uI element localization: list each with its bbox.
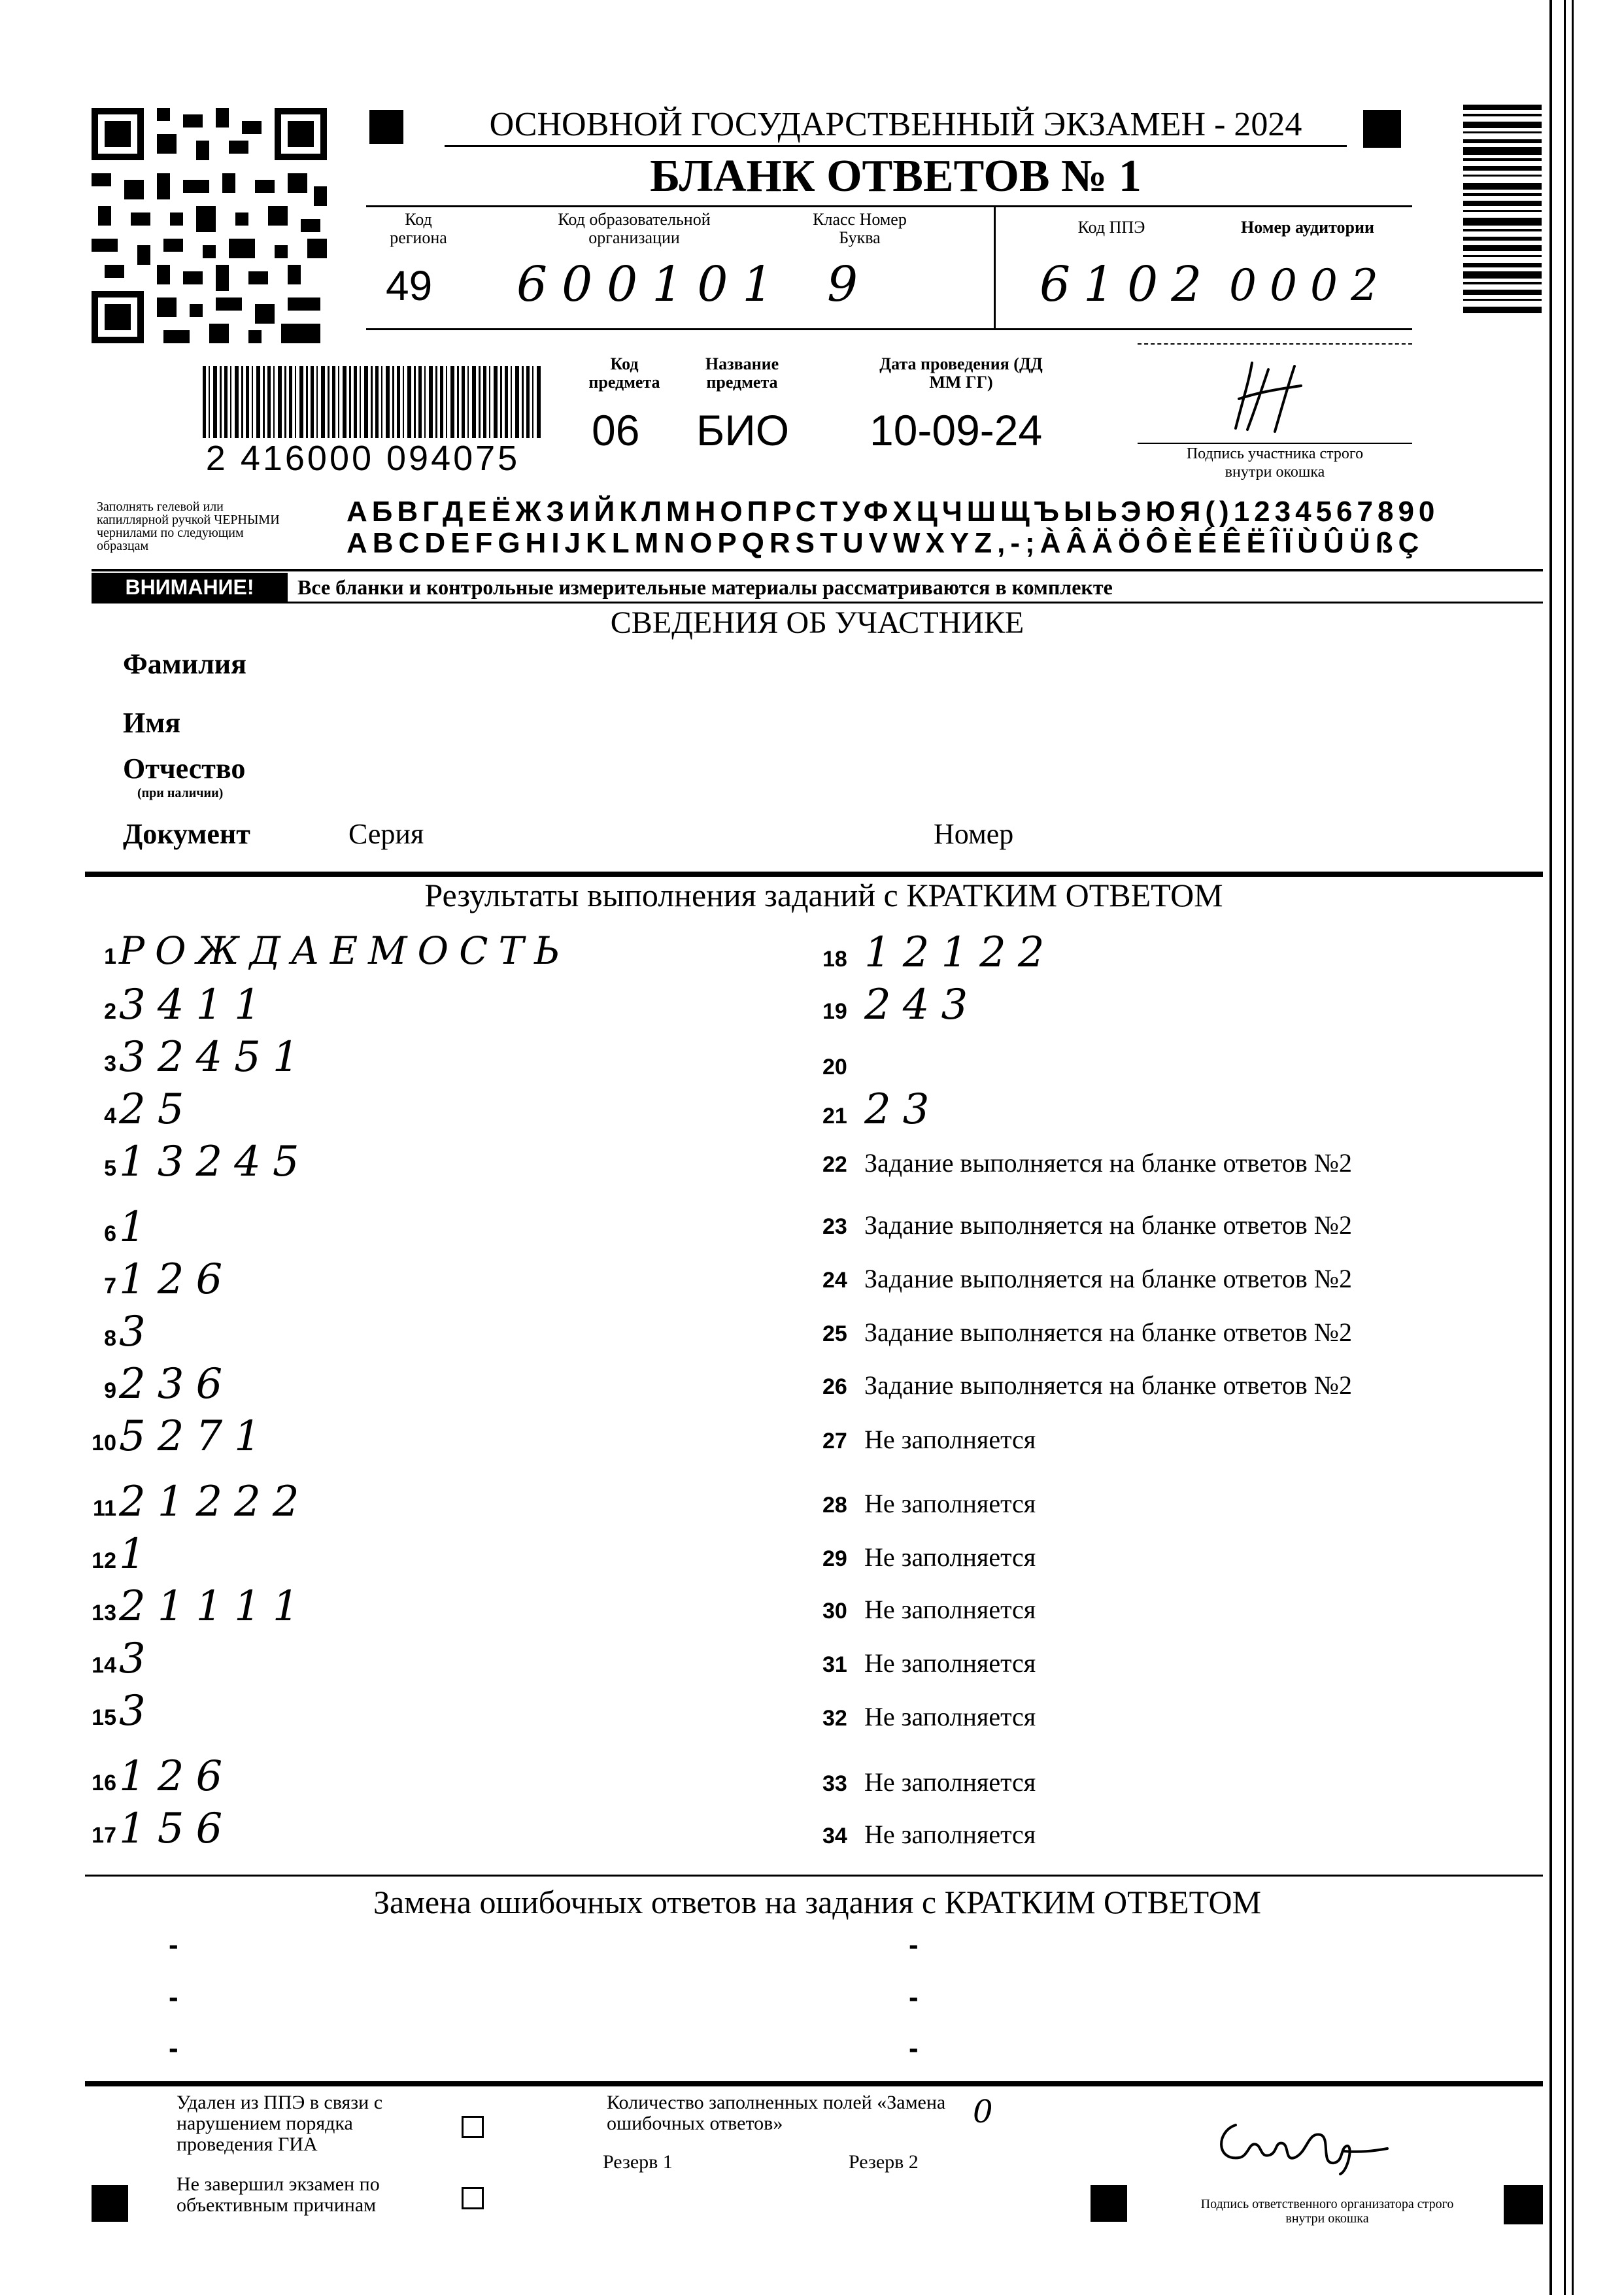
answer-number: 15 [92, 1705, 116, 1730]
answer-number: 12 [92, 1548, 116, 1573]
answer-number: 26 [822, 1374, 847, 1399]
answer-row[interactable] [77, 1138, 311, 1186]
answer-row[interactable] [77, 1033, 311, 1081]
answer-row [822, 1317, 1352, 1348]
answer-number: 20 [822, 1055, 847, 1080]
answer-row [822, 1594, 1036, 1625]
answer-note: Не заполняется [864, 1542, 1036, 1572]
scan-edge-line [1572, 0, 1574, 2295]
attention-text: Все бланки и контрольные измерительные материалы рассматриваются в комплекте [297, 575, 1113, 599]
answer-number: 10 [92, 1431, 116, 1455]
replacement-dash[interactable]: - [169, 1929, 178, 1961]
answer-row[interactable] [822, 1085, 941, 1134]
attention-badge: ВНИМАНИЕ! [92, 573, 288, 602]
answer-value: 126 [119, 1255, 235, 1304]
region-value: 49 [386, 262, 433, 309]
participant-section-title: СВЕДЕНИЯ ОБ УЧАСТНИКЕ [610, 605, 1024, 640]
answer-value: 3 [119, 1635, 158, 1683]
answer-row[interactable] [77, 1203, 158, 1251]
answer-number: 13 [92, 1601, 116, 1625]
answer-row[interactable] [822, 928, 1057, 977]
marker-square [1504, 2185, 1543, 2224]
answer-row[interactable] [77, 1412, 273, 1461]
answer-number: 17 [92, 1823, 116, 1848]
replacement-dash[interactable]: - [169, 2032, 178, 2064]
patronymic-note: (при наличии) [137, 786, 224, 800]
answer-number: 22 [822, 1152, 847, 1177]
responsible-signature [1210, 2105, 1393, 2177]
results-section-title: Результаты выполнения заданий с КРАТКИМ ОТВЕТОМ [424, 877, 1223, 913]
answer-number: 14 [92, 1653, 116, 1678]
replacement-count-label: Количество заполненных полей «Замена ошибочных ответов» [607, 2092, 946, 2134]
answer-note: Не заполняется [864, 1820, 1036, 1849]
answer-note: Задание выполняется на бланке ответов №2 [864, 1210, 1352, 1240]
answer-row[interactable] [77, 1805, 234, 1853]
answer-value: 126 [119, 1752, 235, 1801]
answer-note: Не заполняется [864, 1425, 1036, 1454]
answer-value: 12122 [864, 928, 1057, 977]
answer-number: 23 [822, 1214, 847, 1239]
answer-note: Задание выполняется на бланке ответов №2 [864, 1318, 1352, 1347]
answer-value: 13245 [119, 1138, 311, 1186]
barcode-number: 2 416000 094075 [180, 438, 546, 479]
footer-rule [85, 2081, 1543, 2086]
marker-square [1091, 2185, 1127, 2222]
answer-row[interactable] [77, 1530, 158, 1578]
answer-number: 4 [104, 1104, 116, 1129]
answer-number: 16 [92, 1771, 116, 1795]
room-value: 0002 [1229, 260, 1391, 311]
codes-box-divider [994, 205, 996, 330]
attention-rule-bottom [92, 602, 1543, 604]
answer-row [822, 1370, 1352, 1401]
answer-row[interactable] [77, 1635, 158, 1683]
answer-note: Задание выполняется на бланке ответов №2 [864, 1148, 1352, 1178]
answer-row[interactable] [822, 1036, 862, 1085]
answer-number: 18 [822, 947, 847, 972]
replacement-dash[interactable]: - [909, 1981, 919, 2013]
reserve-2: Резерв 2 [849, 2151, 919, 2173]
answer-number: 7 [104, 1274, 116, 1299]
surname-label: Фамилия [123, 648, 246, 680]
marker-square [369, 110, 403, 144]
answer-value: 1 [119, 1203, 158, 1251]
answer-number: 31 [822, 1652, 847, 1677]
answer-note: Задание выполняется на бланке ответов №2 [864, 1370, 1352, 1400]
number-label: Номер [934, 818, 1014, 850]
answer-note: Не заполняется [864, 1595, 1036, 1624]
org-value: 600101 [516, 256, 788, 313]
date-value: 10-09-24 [870, 406, 1043, 454]
answer-row [822, 1648, 1036, 1678]
answer-row [822, 1488, 1036, 1519]
answer-note: Не заполняется [864, 1702, 1036, 1731]
answer-row [822, 1701, 1036, 1732]
answer-number: 34 [822, 1824, 847, 1848]
removed-label: Удален из ППЭ в связи с нарушением порядка проведения ГИА [177, 2092, 383, 2155]
results-right-column [822, 922, 1542, 1870]
answer-number: 30 [822, 1599, 847, 1624]
date-label: Дата проведения (ДД ММ ГГ) [879, 354, 1043, 392]
answer-row[interactable] [77, 928, 570, 973]
responsible-signature-caption: Подпись ответственного организатора строго внутри окошка [1200, 2197, 1454, 2226]
org-label: Код образовательной организации [558, 210, 711, 247]
subject-code-value: 06 [592, 406, 640, 454]
answer-row[interactable] [77, 1478, 311, 1526]
answer-number: 8 [104, 1326, 116, 1351]
subject-code-label: Код предмета [588, 354, 660, 392]
answer-number: 3 [104, 1051, 116, 1076]
answer-number: 28 [822, 1493, 847, 1518]
answer-value: 243 [864, 981, 980, 1029]
answer-value: 23 [864, 1085, 941, 1134]
answer-note: Не заполняется [864, 1767, 1036, 1797]
scan-edge-line [1564, 0, 1566, 2295]
series-label: Серия [348, 818, 424, 850]
answer-row [822, 1542, 1036, 1572]
answer-row [822, 1263, 1352, 1294]
answer-note: Не заполняется [864, 1489, 1036, 1518]
answer-row [822, 1424, 1036, 1455]
class-label: Класс Номер Буква [813, 210, 907, 247]
marker-square [1363, 110, 1401, 148]
class-value: 9 [827, 256, 858, 313]
sample-row-cyrillic: АБВГДЕЁЖЗИЙКЛМНОПРСТУФХЦЧШЩЪЫЬЭЮЯ()1234567890 [347, 496, 1440, 528]
answer-value: 25 [119, 1085, 196, 1134]
answer-row [822, 1210, 1352, 1240]
participant-signature [1223, 356, 1321, 438]
codes-box-bottom [366, 328, 1412, 330]
answer-number: 6 [104, 1221, 116, 1246]
answer-value: 3411 [119, 981, 273, 1029]
replacement-dash[interactable]: - [909, 1929, 919, 1961]
answer-row[interactable] [77, 1255, 234, 1304]
exam-title: ОСНОВНОЙ ГОСУДАРСТВЕННЫЙ ЭКЗАМЕН - 2024 [445, 105, 1347, 147]
answer-row[interactable] [77, 1308, 158, 1356]
subject-name-value: БИО [696, 406, 790, 454]
qr-code [92, 108, 327, 343]
answer-number: 24 [822, 1268, 847, 1293]
scan-edge-line [1549, 0, 1552, 2295]
codes-box-top [366, 205, 1412, 207]
sample-instruction: Заполнять гелевой или капиллярной ручкой ЧЕРНЫМИ чернилами по следующим образцам [97, 500, 280, 553]
answer-note: Не заполняется [864, 1648, 1036, 1678]
answer-number: 21 [822, 1104, 847, 1129]
removed-checkbox[interactable] [462, 2116, 484, 2138]
answer-value: 156 [119, 1805, 235, 1853]
not-finished-label: Не завершил экзамен по объективным причинам [177, 2173, 380, 2216]
reserve-1: Резерв 1 [603, 2151, 673, 2173]
replacement-dash[interactable]: - [169, 1981, 178, 2013]
answer-number: 32 [822, 1706, 847, 1731]
side-barcode [1463, 105, 1542, 418]
answer-number: 19 [822, 999, 847, 1024]
answer-number: 33 [822, 1771, 847, 1796]
replacement-count-value[interactable]: 0 [973, 2094, 993, 2130]
answer-value: 236 [119, 1360, 235, 1408]
region-label: Код региона [390, 210, 447, 247]
sample-row-latin: ABCDEFGHIJKLMNOPQRSTUVWXYZ,-;ÀÂÄÖÔÈÉÊËÎÏÙÛÜßÇ [347, 527, 1425, 559]
answer-row[interactable] [77, 1687, 158, 1735]
answer-value: 1 [119, 1530, 158, 1578]
document-label: Документ [123, 818, 250, 850]
answer-number: 5 [104, 1156, 116, 1181]
answer-number: 9 [104, 1378, 116, 1403]
answer-row [822, 1767, 1036, 1797]
room-label: Номер аудитории [1241, 218, 1374, 237]
attention-rule [92, 569, 1543, 571]
subject-name-label: Название предмета [705, 354, 779, 392]
answer-number: 25 [822, 1321, 847, 1346]
answer-value: 5271 [119, 1412, 273, 1461]
answer-value: 32451 [119, 1033, 311, 1081]
form-title: БЛАНК ОТВЕТОВ № 1 [650, 151, 1142, 201]
replacement-rule [85, 1875, 1543, 1877]
answer-row[interactable] [77, 1360, 234, 1408]
ppe-value: 6102 [1040, 256, 1215, 313]
answer-value: 21111 [119, 1582, 311, 1631]
results-left-column [77, 922, 783, 1870]
answer-row[interactable] [77, 1582, 311, 1631]
patronymic-label: Отчество [123, 753, 246, 785]
answer-number: 29 [822, 1546, 847, 1571]
answer-value: 3 [119, 1308, 158, 1356]
answer-value: 3 [119, 1687, 158, 1735]
name-label: Имя [123, 707, 180, 739]
answer-row[interactable] [77, 1752, 234, 1801]
answer-number: 1 [104, 944, 116, 969]
signature-caption: Подпись участника строго внутри окошка [1186, 445, 1364, 481]
answer-row [822, 1819, 1036, 1850]
replacement-dash[interactable]: - [909, 2032, 919, 2064]
ppe-label: Код ППЭ [1077, 218, 1145, 237]
replacement-section-title: Замена ошибочных ответов на задания с КРАТКИМ ОТВЕТОМ [373, 1884, 1262, 1920]
not-finished-checkbox[interactable] [462, 2187, 484, 2209]
answer-row[interactable] [822, 981, 979, 1029]
marker-square [92, 2185, 128, 2222]
answer-number: 2 [104, 999, 116, 1024]
answer-number: 11 [93, 1496, 116, 1521]
answer-value: 21222 [119, 1478, 311, 1526]
answer-number: 27 [822, 1429, 847, 1454]
answer-note: Задание выполняется на бланке ответов №2 [864, 1264, 1352, 1293]
answer-row[interactable] [77, 981, 273, 1029]
answer-value: РОЖДАЕМОСТЬ [119, 928, 571, 973]
answer-row [822, 1148, 1352, 1178]
answer-row[interactable] [77, 1085, 195, 1134]
